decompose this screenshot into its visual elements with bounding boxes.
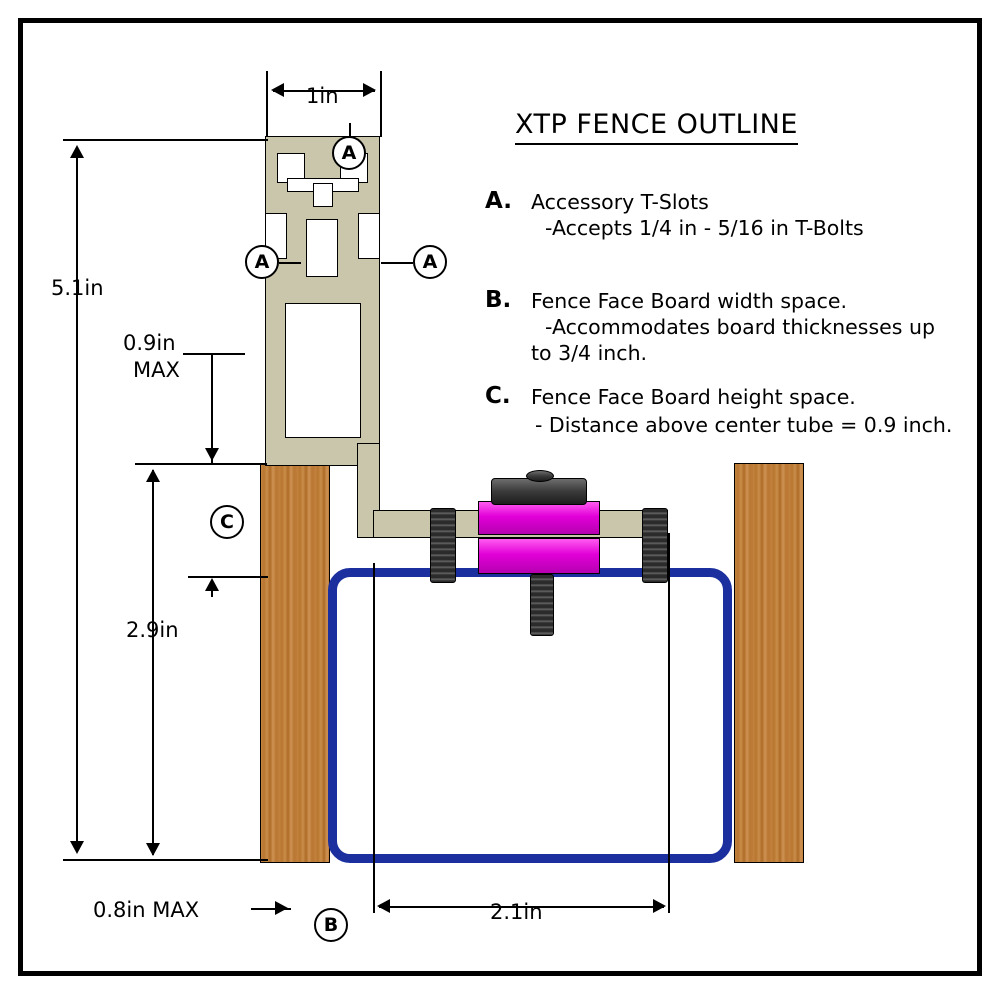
ext-line-21-left: [373, 563, 375, 913]
ext-line-21-right: [668, 533, 670, 913]
arrow-29-top: [146, 469, 160, 482]
dim-line-c-lower: [211, 583, 213, 597]
dim-label-09: 0.9in: [123, 331, 176, 355]
legend-key-a: A.: [485, 188, 512, 214]
legend-b-line-2: -Accommodates board thicknesses up: [545, 315, 935, 339]
fence-face-board-left: [260, 463, 330, 863]
legend-b-line-3: to 3/4 inch.: [531, 341, 648, 365]
tslot-gap-top: [313, 183, 333, 207]
arrow-1in-right: [363, 83, 376, 97]
dim-label-09-max: MAX: [133, 358, 180, 382]
arrow-5in-top: [70, 145, 84, 158]
callout-b[interactable]: B: [314, 908, 348, 942]
legend-b-line-1: Fence Face Board width space.: [531, 289, 847, 313]
dim-label-1in: 1in: [306, 84, 339, 108]
spacer-lower: [478, 538, 600, 574]
leader-a-left: [279, 262, 301, 264]
legend-key-b: B.: [485, 287, 512, 313]
extrusion-hollow: [285, 303, 361, 438]
callout-a-left[interactable]: A: [245, 245, 279, 279]
ext-line-29-mid: [188, 576, 268, 578]
arrow-21-right: [653, 899, 666, 913]
ext-line-29-top: [135, 463, 267, 465]
leader-a-right: [381, 262, 413, 264]
leader-a-top: [349, 123, 351, 137]
callout-a-right[interactable]: A: [413, 245, 447, 279]
dim-label-08: 0.8in MAX: [93, 898, 200, 922]
ext-line-1in-left: [266, 71, 268, 137]
knob-cap: [491, 478, 587, 505]
legend-key-c: C.: [485, 383, 511, 409]
dim-line-5in: [76, 147, 78, 852]
t-bolt-left: [430, 508, 456, 583]
dim-line-29: [152, 470, 154, 855]
legend-c-line-1: Fence Face Board height space.: [531, 385, 856, 409]
spacer-upper: [478, 501, 600, 535]
ext-line-5in-top: [63, 139, 268, 141]
t-bolt-right: [642, 508, 668, 583]
legend-a-line-2: -Accepts 1/4 in - 5/16 in T-Bolts: [545, 216, 864, 240]
ext-line-5in-bottom: [63, 859, 268, 861]
arrow-08-right: [275, 901, 288, 915]
tslot-pocket-center: [306, 219, 338, 277]
drawing-frame: [18, 18, 982, 976]
dim-line-09: [211, 353, 213, 463]
dim-label-5in: 5.1in: [51, 276, 104, 300]
legend-c-line-2: - Distance above center tube = 0.9 inch.: [535, 413, 953, 437]
arrow-09-down: [205, 448, 219, 461]
fence-face-board-right: [734, 463, 804, 863]
tslot-pocket-right: [358, 213, 380, 259]
arrow-21-left: [377, 899, 390, 913]
diagram-title: XTP FENCE OUTLINE: [515, 109, 798, 145]
callout-c[interactable]: C: [210, 505, 244, 539]
arrow-5in-bottom: [70, 841, 84, 854]
ext-line-1in-right: [380, 71, 382, 137]
ext-line-09-top: [183, 353, 245, 355]
knob-top-dome: [526, 470, 554, 482]
arrow-1in-left: [271, 83, 284, 97]
dim-label-21: 2.1in: [490, 900, 543, 924]
center-stud-bolt: [530, 574, 554, 636]
dim-label-29: 2.9in: [126, 618, 179, 642]
arrow-29-bottom: [146, 843, 160, 856]
legend-a-line-1: Accessory T-Slots: [531, 190, 709, 214]
callout-a-top[interactable]: A: [332, 136, 366, 170]
